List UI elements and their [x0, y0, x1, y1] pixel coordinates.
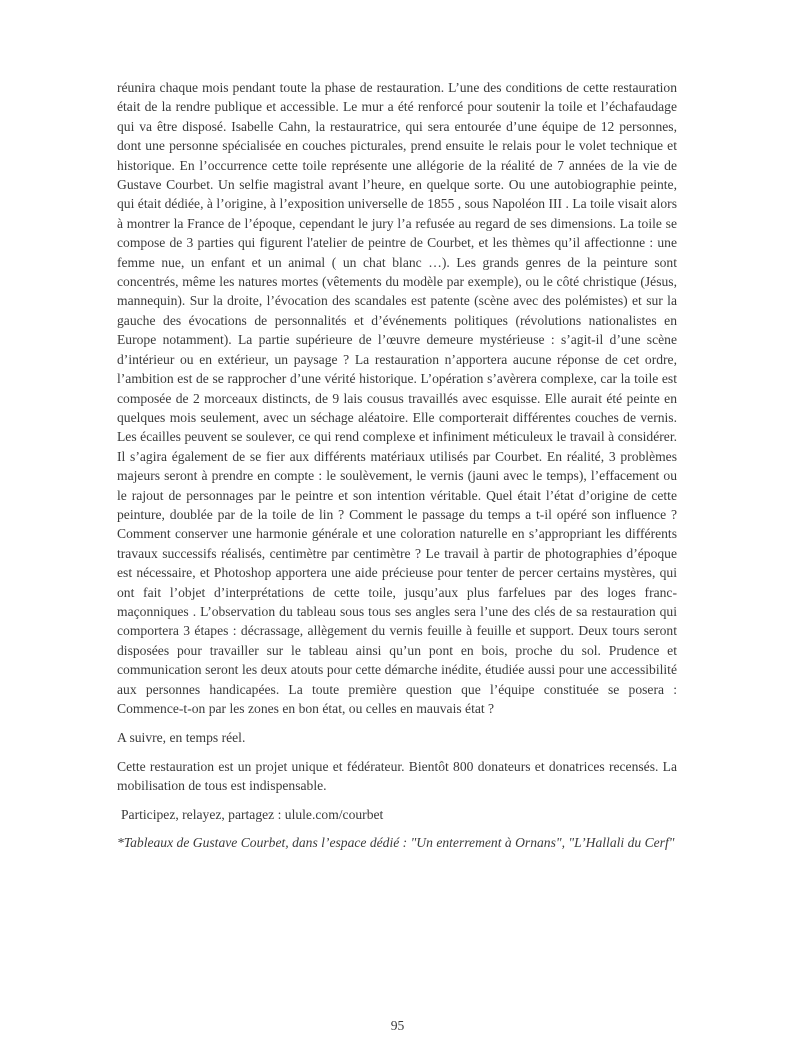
document-body — [117, 78, 677, 861]
footnote: *Tableaux de Gustave Courbet, dans l’espace dédié : "Un enterrement à Ornans", "L’Hallali du Cerf" — [117, 835, 675, 851]
main-paragraph: réunira chaque mois pendant toute la phase de restauration. L’une des conditions de cette restauration était de la rendre publique et accessible. Le mur a été renforcé pour soutenir la toile et l’échafaudage qui va être disposé. Isabelle Cahn, la restauratrice, qui sera entourée d’une équipe de 12 personnes, dont une personne spécialisée en couches picturales, prend ensuite le relais pour le volet technique et historique. En l’occurrence cette toile représente une allégorie de la réalité de 7 années de la vie de Gustave Courbet. Un selfie magistral avant l’heure, en quelque sorte. Ou une autobiographie peinte, qui était dédiée, à l’origine, à l’exposition universelle de 1855 , sous Napoléon III . La toile visait alors à montrer la France de l’époque, cependant le jury l’a refusée au regard de ses dimensions. La toile se compose de 3 parties qui figurent l'atelier de peintre de Courbet, et les thèmes qu’il affectionne : une femme nue, un enfant et un animal ( un chat blanc …). Les grands genres de la peinture sont concentrés, même les natures mortes (vêtements du modèle par exemple), ou le côté christique (Jésus, mannequin). Sur la droite, l’évocation des scandales est patente (scène avec des polémistes) et sur la gauche des évocations de personnalités et d’événements politiques (révolutions nationalistes en Europe notamment). La partie supérieure de l’œuvre demeure mystérieuse : s’agit-il d’une scène d’intérieur ou en extérieur, un paysage ? La restauration n’apportera aucune réponse de cet ordre, l’ambition est de se rapprocher d’une vérité historique. L’opération s’avèrera complexe, car la toile est composée de 2 morceaux distincts, de 9 lais cousus travaillés avec esquisse. Elle aurait été peinte en quelques mois seulement, avec un séchage aléatoire. Elle comporterait différentes couches de vernis. Les écailles peuvent se soulever, ce qui rend complexe et infiniment méticuleux le travail à considérer. Il s’agira également de se fier aux différents matériaux utilisés par Courbet. En réalité, 3 problèmes majeurs seront à prendre en compte : le soulèvement, le vernis (jauni avec le temps), l’effacement ou le rajout de personnages par le peintre et son intention véritable. Quel était l’état d’origine de cette peinture, doublée par de la toile de lin ? Comment le passage du temps a t-il opéré son influence ? Comment conserver une harmonie générale et une coloration naturelle en s’appropriant les différents travaux successifs réalisés, centimètre par centimètre ? Le travail à partir de photographies d’époque est nécessaire, et Photoshop apportera une aide précieuse pour tenter de percer certains mystères, qui ont fait l’objet d’interprétations de cette toile, jusqu’aux plus farfelues par des loges franc-maçonniques . L’observation du tableau sous tous ses angles sera l’une des clés de sa restauration qui comportera 3 étapes : décrassage, allègement du vernis feuille à feuille et support. Deux tours seront disposées pour travailler sur le tableau ainsi qu’un pont en bois, proche du sol. Prudence et communication seront les deux atouts pour cette démarche inédite, étudiée aussi pour une accessibilité aux personnes handicapées. La toute première question que l’équipe constituée se posera : Commence-t-on par les zones en bon état, ou celles en mauvais état ? — [117, 80, 677, 716]
to-follow-paragraph: A suivre, en temps réel. — [117, 730, 246, 746]
page-number: 95 — [390, 1018, 405, 1033]
call-to-action-paragraph: Participez, relayez, partagez : ulule.com/courbet — [121, 806, 384, 822]
fundraising-paragraph: Cette restauration est un projet unique et fédérateur. Bientôt 800 donateurs et donatrices recensés. La mobilisation de tous est indispensable. — [117, 758, 677, 794]
